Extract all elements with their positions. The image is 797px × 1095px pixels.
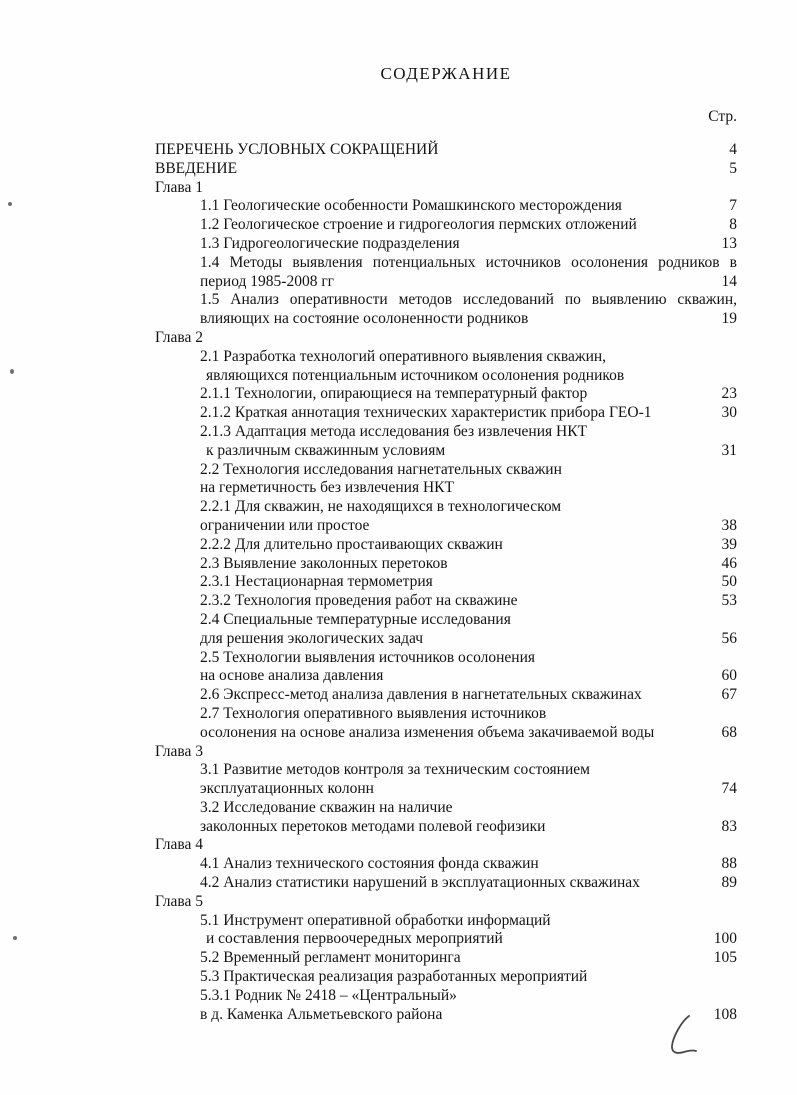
toc-entry — [155, 743, 737, 762]
toc-entry-page-number: 19 — [721, 310, 737, 328]
toc-entry-page-number: 67 — [721, 686, 737, 704]
toc-entry-text: 1.2 Геологическое строение и гидрогеология пермских отложений — [200, 216, 637, 234]
toc-entry-text: 1.5 Анализ оперативности методов исследований по выявлению скважин, — [200, 291, 737, 309]
toc-entry — [155, 761, 737, 780]
toc-entry-text: 5.3.1 Родник № 2418 – «Центральный» — [200, 986, 457, 1004]
toc-entry-page-number: 4 — [729, 141, 737, 158]
toc-list — [155, 141, 737, 1024]
toc-entry — [155, 799, 737, 818]
toc-entry-page-number: 13 — [721, 234, 737, 252]
toc-entry-page-number: 53 — [721, 592, 737, 610]
toc-entry — [155, 968, 737, 987]
toc-entry-text: в д. Каменка Альметьевского района — [200, 1005, 443, 1023]
toc-entry — [155, 1006, 737, 1025]
page-title: СОДЕРЖАНИЕ — [380, 64, 512, 83]
toc-entry-text: и составления первоочередных мероприятий — [206, 930, 503, 948]
toc-entry — [155, 724, 737, 743]
toc-entry-text: Глава 2 — [155, 328, 204, 346]
toc-entry-text: 2.2.1 Для скважин, не находящихся в технологическом — [200, 498, 562, 516]
toc-entry — [155, 780, 737, 799]
toc-entry-page-number: 8 — [729, 216, 737, 234]
toc-entry-text: 5.3 Практическая реализация разработанных мероприятий — [200, 968, 588, 986]
toc-entry — [155, 874, 737, 893]
toc-entry-text: заколонных перетоков методами полевой геофизики — [200, 817, 546, 835]
toc-entry — [155, 836, 737, 855]
toc-entry-text: 2.1.3 Адаптация метода исследования без извлечения НКТ — [200, 422, 588, 440]
toc-entry-page-number: 74 — [721, 780, 737, 798]
toc-content-column — [155, 0, 737, 1024]
toc-entry-text: 2.5 Технологии выявления источников осолонения — [200, 648, 535, 666]
toc-entry-page-number: 14 — [721, 272, 737, 290]
toc-entry-text: 1.1 Геологические особенности Ромашкинского месторождения — [200, 197, 622, 215]
scan-speck — [13, 936, 17, 940]
page-number-column-header: Стр. — [708, 108, 737, 125]
toc-entry-text: 2.7 Технология оперативного выявления источников — [200, 704, 547, 722]
toc-entry-text: на основе анализа давления — [200, 667, 384, 685]
toc-entry — [155, 667, 737, 686]
toc-entry — [155, 367, 737, 386]
toc-entry — [155, 987, 737, 1006]
toc-entry — [155, 160, 737, 179]
toc-entry — [155, 930, 737, 949]
toc-entry-text: 2.6 Экспресс-метод анализа давления в нагнетательных скважинах — [200, 686, 642, 704]
toc-entry-page-number: 5 — [729, 159, 737, 177]
toc-entry-text: Глава 3 — [155, 742, 204, 760]
toc-entry — [155, 818, 737, 837]
toc-entry — [155, 310, 737, 329]
toc-entry — [155, 254, 737, 273]
toc-entry — [155, 461, 737, 480]
toc-entry — [155, 216, 737, 235]
toc-entry-text: 3.1 Развитие методов контроля за техническим состоянием — [200, 761, 590, 779]
toc-entry-text: 5.1 Инструмент оперативной обработки информаций — [200, 911, 551, 929]
toc-entry-text: 2.1.2 Краткая аннотация технических характеристик прибора ГЕО-1 — [200, 404, 652, 422]
toc-entry — [155, 649, 737, 668]
toc-entry-text: 5.2 Временный регламент мониторинга — [200, 949, 461, 967]
toc-entry — [155, 197, 737, 216]
toc-entry-text: 2.4 Специальные температурные исследования — [200, 610, 511, 628]
toc-entry-text: эксплуатационных колонн — [200, 780, 374, 798]
toc-entry-text: ВВЕДЕНИЕ — [155, 159, 238, 177]
toc-entry-text: Глава 1 — [155, 178, 204, 196]
toc-entry — [155, 949, 737, 968]
toc-entry — [155, 517, 737, 536]
toc-entry — [155, 686, 737, 705]
toc-entry-page-number: 23 — [721, 385, 737, 403]
toc-entry — [155, 235, 737, 254]
toc-entry — [155, 141, 737, 160]
toc-entry-text: 1.4 Методы выявления потенциальных источников осолонения родников в — [200, 253, 737, 271]
toc-entry-text: 1.3 Гидрогеологические подразделения — [200, 234, 460, 252]
toc-entry — [155, 573, 737, 592]
toc-entry-page-number: 89 — [721, 874, 737, 892]
toc-entry-page-number: 68 — [721, 723, 737, 741]
toc-entry-text: 2.3 Выявление заколонных перетоков — [200, 554, 448, 572]
toc-entry — [155, 912, 737, 931]
toc-entry — [155, 291, 737, 310]
toc-entry-page-number: 7 — [729, 197, 737, 215]
toc-entry-text: период 1985-2008 гг — [200, 272, 335, 290]
toc-entry-page-number: 50 — [721, 573, 737, 591]
toc-entry — [155, 893, 737, 912]
toc-entry-page-number: 31 — [721, 441, 737, 459]
toc-entry-text: 2.2.2 Для длительно простаивающих скважин — [200, 535, 503, 553]
toc-entry — [155, 479, 737, 498]
scan-speck — [10, 369, 14, 374]
toc-entry-page-number: 108 — [713, 1005, 737, 1023]
toc-entry — [155, 555, 737, 574]
toc-entry-text: на герметичность без извлечения НКТ — [200, 479, 454, 497]
toc-entry — [155, 592, 737, 611]
handwritten-mark — [660, 1012, 702, 1064]
toc-entry — [155, 404, 737, 423]
toc-entry — [155, 179, 737, 198]
toc-entry — [155, 273, 737, 292]
toc-entry — [155, 498, 737, 517]
toc-entry — [155, 385, 737, 404]
toc-entry-text: влияющих на состояние осолоненности родников — [200, 310, 529, 328]
toc-entry-text: Глава 5 — [155, 892, 204, 910]
toc-entry-text: 3.2 Исследование скважин на наличие — [200, 798, 453, 816]
toc-entry — [155, 348, 737, 367]
toc-entry-page-number: 30 — [721, 404, 737, 422]
toc-entry-text: для решения экологических задач — [200, 629, 424, 647]
toc-entry — [155, 630, 737, 649]
toc-entry-text: 4.1 Анализ технического состояния фонда скважин — [200, 855, 539, 873]
toc-entry-page-number: 83 — [721, 817, 737, 835]
toc-entry — [155, 442, 737, 461]
toc-entry-text: 2.3.1 Нестационарная термометрия — [200, 573, 433, 591]
toc-entry-text: Глава 4 — [155, 836, 204, 854]
toc-entry-text: 2.3.2 Технология проведения работ на скважине — [200, 592, 518, 610]
toc-entry-text: ПЕРЕЧЕНЬ УСЛОВНЫХ СОКРАЩЕНИЙ — [155, 141, 439, 158]
toc-entry — [155, 705, 737, 724]
toc-entry — [155, 536, 737, 555]
toc-entry-text: 2.2 Технология исследования нагнетательных скважин — [200, 460, 562, 478]
toc-entry-page-number: 60 — [721, 667, 737, 685]
toc-entry-text: к различным скважинным условиям — [206, 441, 446, 459]
toc-entry-page-number: 46 — [721, 554, 737, 572]
toc-entry-page-number: 88 — [721, 855, 737, 873]
toc-entry — [155, 855, 737, 874]
scan-speck — [8, 202, 12, 206]
toc-entry-text: 2.1 Разработка технологий оперативного выявления скважин, — [200, 347, 607, 365]
toc-entry-page-number: 39 — [721, 535, 737, 553]
toc-entry-page-number: 105 — [713, 949, 737, 967]
toc-entry-page-number: 56 — [721, 629, 737, 647]
toc-entry-text: 2.1.1 Технологии, опирающиеся на температурный фактор — [200, 385, 588, 403]
toc-entry — [155, 611, 737, 630]
toc-entry-text: ограничении или простое — [200, 516, 370, 534]
toc-entry — [155, 423, 737, 442]
toc-entry-text: являющихся потенциальным источником осолонения родников — [206, 366, 625, 384]
toc-entry-text: осолонения на основе анализа изменения объема закачиваемой воды — [200, 723, 655, 741]
toc-entry-page-number: 100 — [713, 930, 737, 948]
toc-entry-text: 4.2 Анализ статистики нарушений в эксплуатационных скважинах — [200, 874, 640, 892]
toc-entry — [155, 329, 737, 348]
toc-entry-page-number: 38 — [721, 516, 737, 534]
